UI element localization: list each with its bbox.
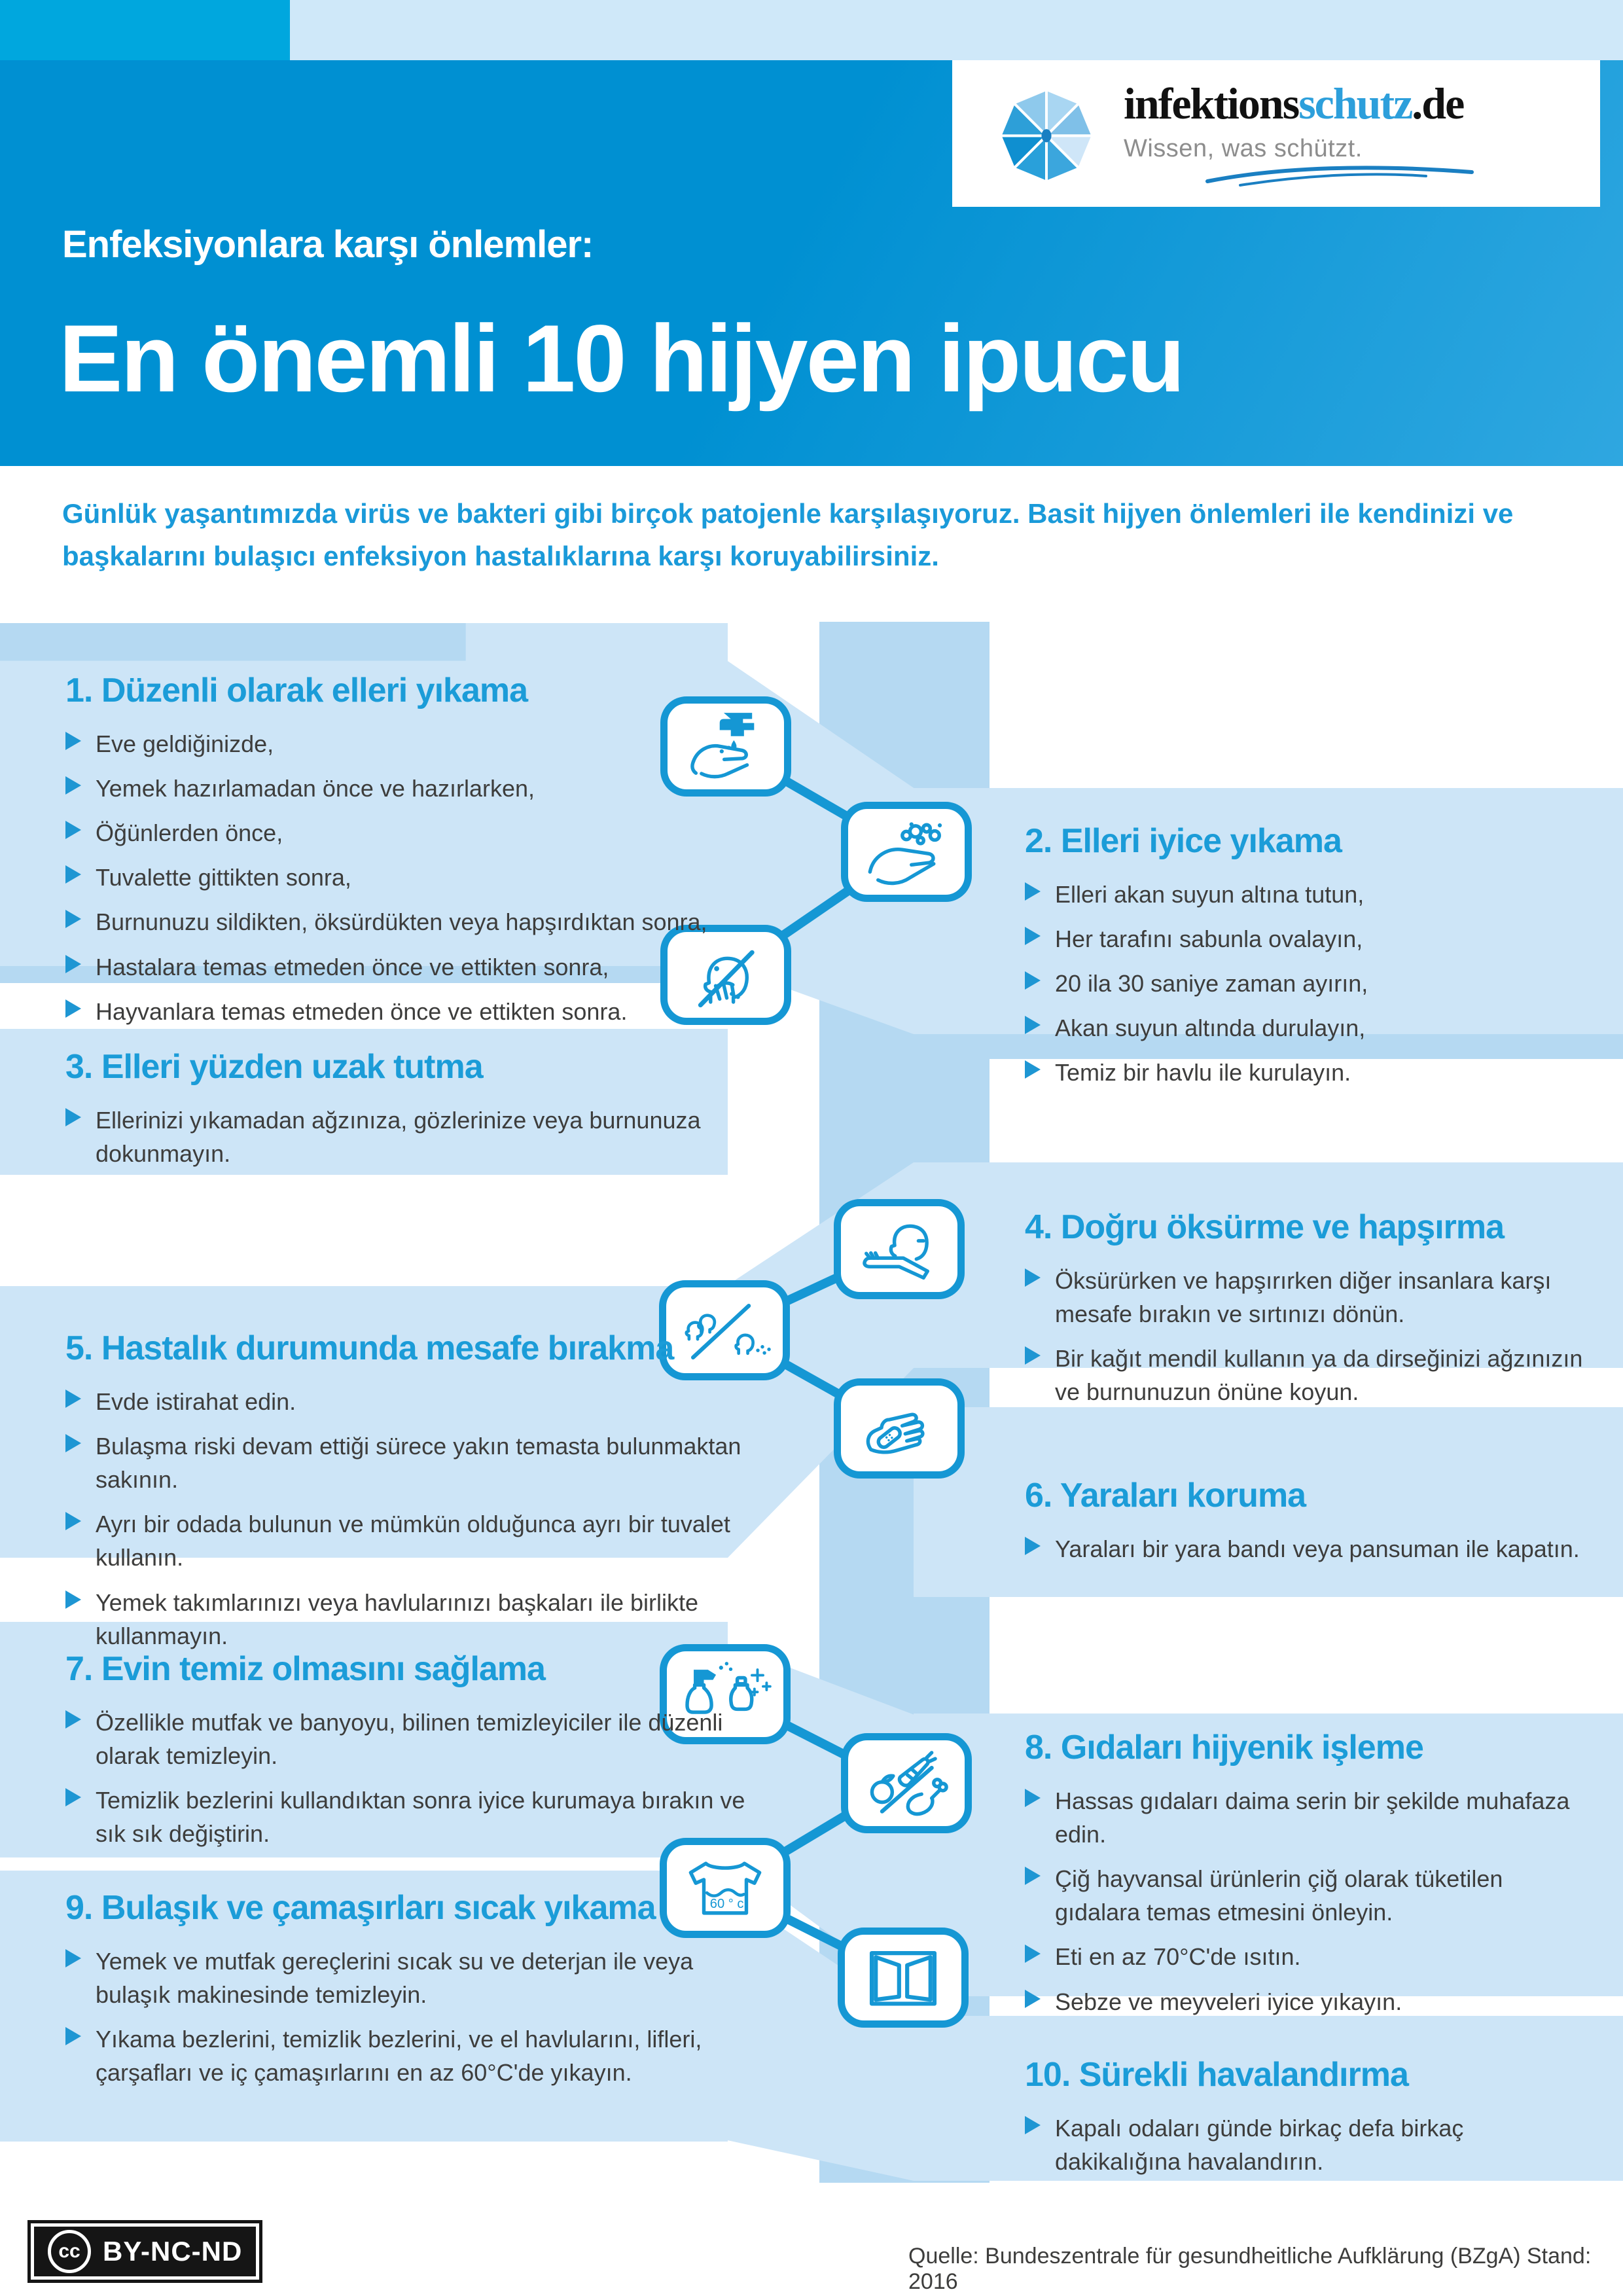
list-item [65,2022,753,2089]
list-item [65,861,753,894]
list-item [65,1586,753,1653]
section-6-title: 6. Yaraları koruma [1025,1477,1306,1515]
bullet-text: Bir kağıt mendil kullanın ya da dirseğinizi ağzınızın ve burnunuzun önüne koyun. [1055,1345,1583,1406]
bullet-text: Ellerinizi yıkamadan ağzınıza, gözlerinize veya burnunuza dokunmayın. [96,1107,701,1168]
bullet-text: Öksürürken ve hapşırırken diğer insanlara karşı mesafe bırakın ve sırtınızı dönün. [1055,1267,1552,1328]
icon-box-lathering-hands [841,802,972,902]
bullet-arrow-icon [1025,1789,1041,1807]
bullet-arrow-icon [1025,1346,1041,1365]
bullet-text: Özellikle mutfak ve banyoyu, bilinen temizleyiciler ile düzenli olarak temizleyin. [96,1709,723,1770]
bullet-arrow-icon [1025,882,1041,901]
bullet-text: Yemek takımlarınızı veya havlularınızı başkaları ile birlikte kullanmayın. [96,1588,699,1649]
bullet-text: Hastalara temas etmeden önce ve ettikten sonra, [96,953,609,980]
bullet-arrow-icon [65,865,81,884]
bullet-text: Çiğ hayvansal ürünlerin çiğ olarak tüketilen gıdalara temas etmesini önleyin. [1055,1865,1503,1926]
section-1-list [65,727,753,1028]
section-8-title: 8. Gıdaları hijyenik işleme [1025,1729,1423,1767]
lathering-hands-icon [855,814,958,890]
logo-tagline: Wissen, was schützt. [1124,134,1363,162]
bullet-text: Bulaşma riski devam ettiği sürece yakın temasta bulunmaktan sakının. [96,1433,741,1494]
bullet-text: Yemek ve mutfak gereçlerini sıcak su ve deterjan ile veya bulaşık makinesinde temizleyin. [96,1948,694,2009]
section-4-title: 4. Doğru öksürme ve hapşırma [1025,1208,1505,1246]
bullet-text: Öğünlerden önce, [96,819,283,847]
section-2-title: 2. Elleri iyice yıkama [1025,822,1342,860]
cough-into-elbow-icon [847,1211,951,1287]
bullet-arrow-icon [65,1949,81,1967]
section-10-list [1025,2111,1594,2178]
wound-bandaid-icon [847,1391,951,1467]
list-item [65,905,753,939]
bullet-text: Hassas gıdaları daima serin bir şekilde muhafaza edin. [1055,1787,1570,1848]
cc-license-label: BY-NC-ND [103,2236,243,2267]
bullet-arrow-icon [65,821,81,839]
section-9 [65,1888,753,2100]
bullet-text: Ayrı bir odada bulunun ve mümkün olduğunca ayrı bir tuvalet kullanın. [96,1511,730,1571]
bullet-arrow-icon [65,2027,81,2045]
list-item [1025,1056,1594,1089]
section-6-list [1025,1532,1594,1566]
bullet-arrow-icon [1025,927,1041,945]
section-7-list [65,1706,753,1850]
icon-box-cough-elbow [834,1199,965,1299]
section-6 [1025,1476,1594,1577]
brand-schutz: schutz [1298,78,1412,128]
section-1 [65,671,753,1039]
section-5-list [65,1385,753,1653]
bullet-arrow-icon [65,1512,81,1530]
section-9-list [65,1945,753,2089]
section-10 [1025,2055,1594,2189]
intro-text: Günlük yaşantımızda virüs ve bakteri gibi birçok patojenle karşılaşıyoruz. Basit hijyen önlemleri ile kendinizi ve başkalarını bulaşıcı enfeksiyon hastalıklarına karşı koruyabilirsiniz. [62,498,1514,572]
bullet-arrow-icon [1025,1990,1041,2008]
list-item [65,1103,753,1170]
section-8 [1025,1728,1594,2030]
source-note: Quelle: Bundeszentrale für gesundheitliche Aufklärung (BZgA) Stand: 2016 [908,2244,1592,2294]
section-4 [1025,1208,1594,1420]
bullet-arrow-icon [65,1390,81,1408]
list-item [1025,1011,1594,1045]
bullet-arrow-icon [65,955,81,973]
bullet-text: Yemek hazırlamadan önce ve hazırlarken, [96,775,535,802]
bullet-text: Yaraları bir yara bandı veya pansuman ile kapatın. [1055,1535,1580,1562]
section-3 [65,1047,753,1181]
bullet-text: Eti en az 70°C'de ısıtın. [1055,1943,1301,1971]
bullet-text: Temizlik bezlerini kullandıktan sonra iyice kurumaya bırakın ve sık sık değiştirin. [96,1787,745,1848]
list-item [65,1706,753,1772]
list-item [65,1429,753,1496]
list-item [1025,922,1594,956]
list-item [65,995,753,1028]
bullet-arrow-icon [65,1710,81,1729]
bullet-arrow-icon [1025,1016,1041,1034]
bullet-arrow-icon [65,732,81,750]
bullet-arrow-icon [65,1434,81,1452]
bullet-arrow-icon [65,776,81,795]
section-5 [65,1329,753,1664]
bullet-text: Tuvalette gittikten sonra, [96,864,351,891]
bullet-text: 20 ila 30 saniye zaman ayırın, [1055,970,1368,997]
section-7-title: 7. Evin temiz olmasını sağlama [65,1650,545,1688]
laundry-temperature-label: 60 ° c [709,1896,744,1911]
list-item [1025,1264,1594,1331]
section-8-list [1025,1784,1594,2018]
bullet-arrow-icon [65,910,81,928]
bullet-text: Kapalı odaları günde birkaç defa birkaç dakikalığına havalandırın. [1055,2115,1464,2176]
bullet-arrow-icon [1025,1867,1041,1885]
list-item [1025,1342,1594,1408]
cc-icon: cc [48,2230,91,2273]
list-item [1025,1784,1594,1851]
bullet-text: Temiz bir havlu ile kurulayın. [1055,1059,1351,1086]
section-9-title: 9. Bulaşık ve çamaşırları sıcak yıkama [65,1889,656,1927]
cc-license-badge[interactable] [27,2220,262,2283]
section-2 [1025,821,1594,1101]
bullet-text: Yıkama bezlerini, temizlik bezlerini, ve el havlularını, lifleri, çarşafları ve iç çamaşırlarını en az 60°C'de yıkayın. [96,2026,702,2087]
bullet-text: Evde istirahat edin. [96,1388,296,1415]
page-title: En önemli 10 hijyen ipucu [59,305,1183,412]
list-item [65,816,753,850]
food-hygiene-icon [855,1746,958,1821]
open-window-icon [851,1940,955,2016]
brand-de: .de [1412,78,1464,128]
bullet-arrow-icon [65,1788,81,1806]
section-1-title: 1. Düzenli olarak elleri yıkama [65,672,528,709]
bullet-text: Elleri akan suyun altına tutun, [1055,881,1364,908]
list-item [1025,2111,1594,2178]
section-5-title: 5. Hastalık durumunda mesafe bırakma [65,1329,674,1367]
list-item [1025,1940,1594,1973]
icon-box-food-hygiene [841,1733,972,1833]
list-item [1025,967,1594,1000]
list-item [65,727,753,761]
bullet-arrow-icon [65,999,81,1018]
icon-box-open-window [838,1928,969,2028]
section-7 [65,1649,753,1861]
list-item [65,1784,753,1850]
bullet-text: Her tarafını sabunla ovalayın, [1055,925,1363,953]
bullet-arrow-icon [65,1108,81,1126]
section-3-list [65,1103,753,1170]
bullet-arrow-icon [1025,971,1041,990]
list-item [1025,878,1594,911]
brand-infektions: infektions [1124,78,1299,128]
list-item [65,1507,753,1574]
bullet-arrow-icon [1025,1268,1041,1287]
bullet-arrow-icon [1025,2116,1041,2134]
bullet-text: Eve geldiğinizde, [96,730,274,757]
bullet-text: Hayvanlara temas etmeden önce ve ettikten sonra. [96,997,628,1025]
list-item [65,1945,753,2011]
header-kicker: Enfeksiyonlara karşı önlemler: [62,223,594,266]
bullet-arrow-icon [1025,1945,1041,1963]
section-3-title: 3. Elleri yüzden uzak tutma [65,1048,483,1086]
section-10-title: 10. Sürekli havalandırma [1025,2056,1408,2094]
bullet-text: Sebze ve meyveleri iyice yıkayın. [1055,1988,1402,2015]
list-item [1025,1862,1594,1929]
list-item [65,772,753,805]
list-item [65,950,753,984]
bullet-arrow-icon [1025,1537,1041,1555]
list-item [1025,1985,1594,2018]
list-item [1025,1532,1594,1566]
bullet-arrow-icon [1025,1060,1041,1079]
icon-box-wound-bandaid [834,1378,965,1479]
section-2-list [1025,878,1594,1090]
bullet-text: Burnunuzu sildikten, öksürdükten veya hapşırdıktan sonra, [96,908,707,936]
list-item [65,1385,753,1418]
bullet-text: Akan suyun altında durulayın, [1055,1014,1366,1042]
section-4-list [1025,1264,1594,1408]
bullet-arrow-icon [65,1590,81,1609]
